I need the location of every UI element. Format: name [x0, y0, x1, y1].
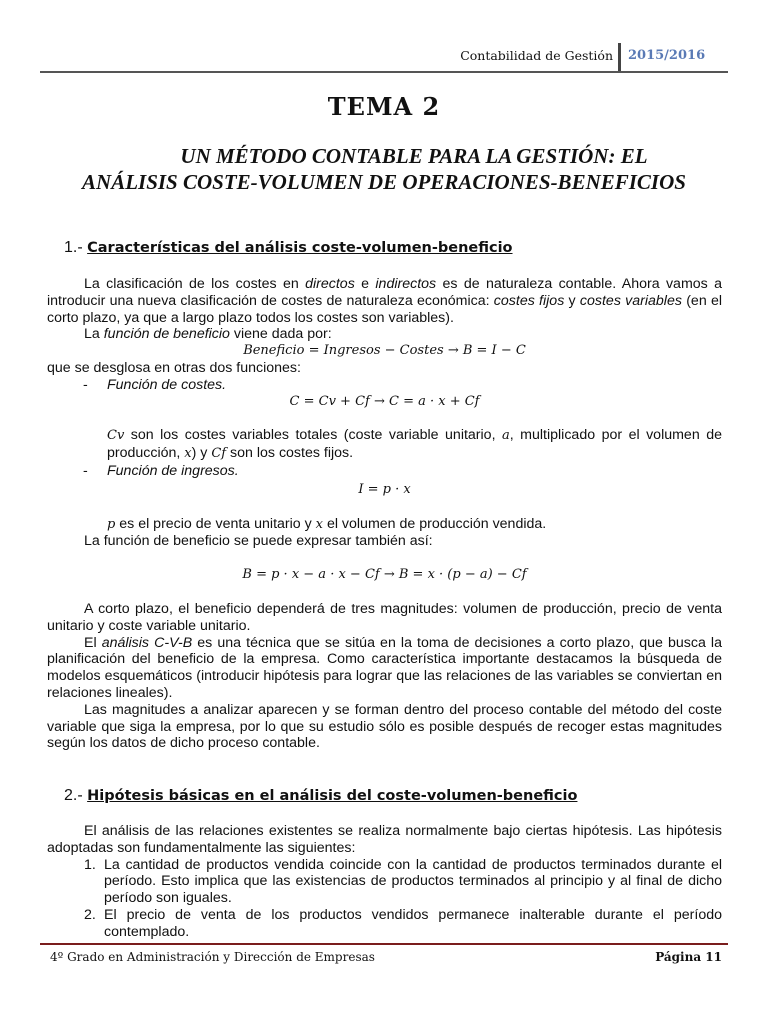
- list-item: [47, 907, 722, 941]
- paragraph: A corto plazo, el beneficio dependerá de tres magnitudes: volumen de producción, precio de venta unitario y coste variable unitario.: [47, 600, 722, 634]
- section-1-number: 1: [64, 239, 73, 256]
- text: es una técnica que se sitúa en la toma de decisiones a corto plazo, que busca la planificación del beneficio de la empresa. Como característica importante destacamos la búsqueda de modelos esquemáticos (introducir hipótesis para lograr que las relaciones de las variables se conviertan en relaciones lineales).: [47, 634, 722, 701]
- text: , multiplicado por el volumen de producción,: [107, 427, 722, 462]
- list-text: La cantidad de productos vendida coincide con la cantidad de productos terminados durante el período. Esto implica que las existencias de productos terminados al principio y al final de dicho período son iguales.: [104, 856, 722, 907]
- equation-costes: C = Cv + Cf → C = a · x + Cf: [289, 393, 480, 409]
- subtitle-line-2: ANÁLISIS COSTE-VOLUMEN DE OPERACIONES-BENEFICIOS: [82, 170, 686, 194]
- text: (en el corto plazo, ya que a largo plazo todos los costes son variables).: [47, 292, 723, 326]
- paragraph: [47, 326, 722, 343]
- spacer: [47, 584, 722, 601]
- bullet-funcion-ingresos: [47, 463, 722, 480]
- spacer: [47, 550, 722, 567]
- math-symbol: p: [107, 516, 116, 532]
- paragraph-p: [47, 516, 722, 534]
- math-symbol: Cf: [211, 446, 227, 462]
- footer-rule: [40, 943, 728, 945]
- section-2-heading: [64, 787, 577, 805]
- section-1-title: Características del análisis coste-volumen-beneficio: [87, 240, 513, 256]
- equation-beneficio: Beneficio = Ingresos − Costes → B = I − C: [243, 343, 526, 359]
- paragraph: que se desglosa en otras dos funciones:: [47, 359, 301, 376]
- section-1-heading: [64, 239, 513, 257]
- text: ) y: [191, 445, 212, 462]
- spacer: [47, 410, 722, 427]
- term-costes-fijos: costes fijos: [493, 292, 565, 309]
- section-2-separator: .-: [72, 787, 88, 804]
- text: La clasificación de los costes en: [84, 276, 306, 292]
- math-symbol: x: [315, 516, 323, 532]
- bullet-dash: -: [83, 462, 88, 479]
- spacer: [47, 499, 722, 516]
- text: La: [84, 326, 104, 343]
- text: son los costes variables totales (coste variable unitario,: [124, 427, 502, 444]
- header-year: 2015/2016: [628, 48, 706, 63]
- term-funcion-beneficio: función de beneficio: [103, 326, 230, 343]
- section-1-separator: .-: [72, 239, 88, 256]
- term-directos: directos: [305, 276, 355, 292]
- header-divider: [618, 43, 621, 73]
- footer-page-number: Página 11: [655, 950, 722, 964]
- text: viene dada por:: [229, 326, 332, 343]
- section-2-body: [47, 823, 722, 941]
- term-indirectos: indirectos: [375, 276, 437, 292]
- equation-beneficio-2: B = p · x − a · x − Cf → B = x · (p − a) − Cf: [242, 567, 527, 583]
- bullet-funcion-costes: [47, 377, 722, 394]
- math-symbol: a: [502, 428, 510, 444]
- math-symbol: x: [184, 446, 192, 462]
- text: e: [354, 276, 376, 292]
- equation-ingresos: I = p · x: [358, 481, 411, 497]
- page-subtitle: [40, 143, 728, 195]
- text: es el precio de venta unitario y: [115, 515, 316, 532]
- bullet-dash: -: [83, 376, 88, 393]
- text: el volumen de producción vendida.: [323, 515, 547, 532]
- section-2-number: 2: [64, 787, 73, 804]
- math-symbol: Cv: [107, 428, 125, 444]
- header-subject: Contabilidad de Gestión: [460, 48, 613, 63]
- text: El: [84, 634, 102, 651]
- section-1-body: [47, 276, 722, 752]
- paragraph: [47, 635, 722, 702]
- subtitle-line-1: UN MÉTODO CONTABLE PARA LA GESTIÓN: EL: [180, 144, 648, 168]
- list-number: 1.: [84, 856, 96, 873]
- term-costes-variables: costes variables: [579, 292, 682, 309]
- list-item: [47, 857, 722, 907]
- paragraph: El análisis de las relaciones existentes se realiza normalmente bajo ciertas hipótesis. Las hipótesis adoptadas son fundamentalmente las siguientes:: [47, 823, 722, 856]
- bullet-label: Función de ingresos.: [107, 462, 239, 479]
- header-rule: [40, 71, 728, 73]
- bullet-label: Función de costes.: [107, 376, 227, 393]
- footer-course: 4º Grado en Administración y Dirección de Empresas: [50, 950, 375, 964]
- paragraph: [47, 276, 722, 326]
- text: es de naturaleza contable. Ahora vamos a introducir una nueva clasificación de costes de naturaleza económica:: [47, 276, 722, 309]
- list-number: 2.: [84, 906, 96, 923]
- paragraph-cv: [47, 427, 722, 463]
- paragraph: La función de beneficio se puede expresar también así:: [84, 533, 433, 550]
- text: son los costes fijos.: [226, 445, 354, 462]
- page-title: TEMA 2: [327, 92, 441, 121]
- paragraph: Las magnitudes a analizar aparecen y se forman dentro del proceso contable del método del coste variable que siga la empresa, por lo que su estudio sólo es posible después de recoger estas magnitudes según los datos de dicho proceso contable.: [47, 701, 722, 752]
- text: y: [564, 292, 580, 309]
- list-text: El precio de venta de los productos vendidos permanece inalterable durante el período contemplado.: [104, 906, 722, 940]
- term-analisis-cvb: análisis C-V-B: [101, 634, 193, 651]
- section-2-title: Hipótesis básicas en el análisis del coste-volumen-beneficio: [87, 788, 578, 804]
